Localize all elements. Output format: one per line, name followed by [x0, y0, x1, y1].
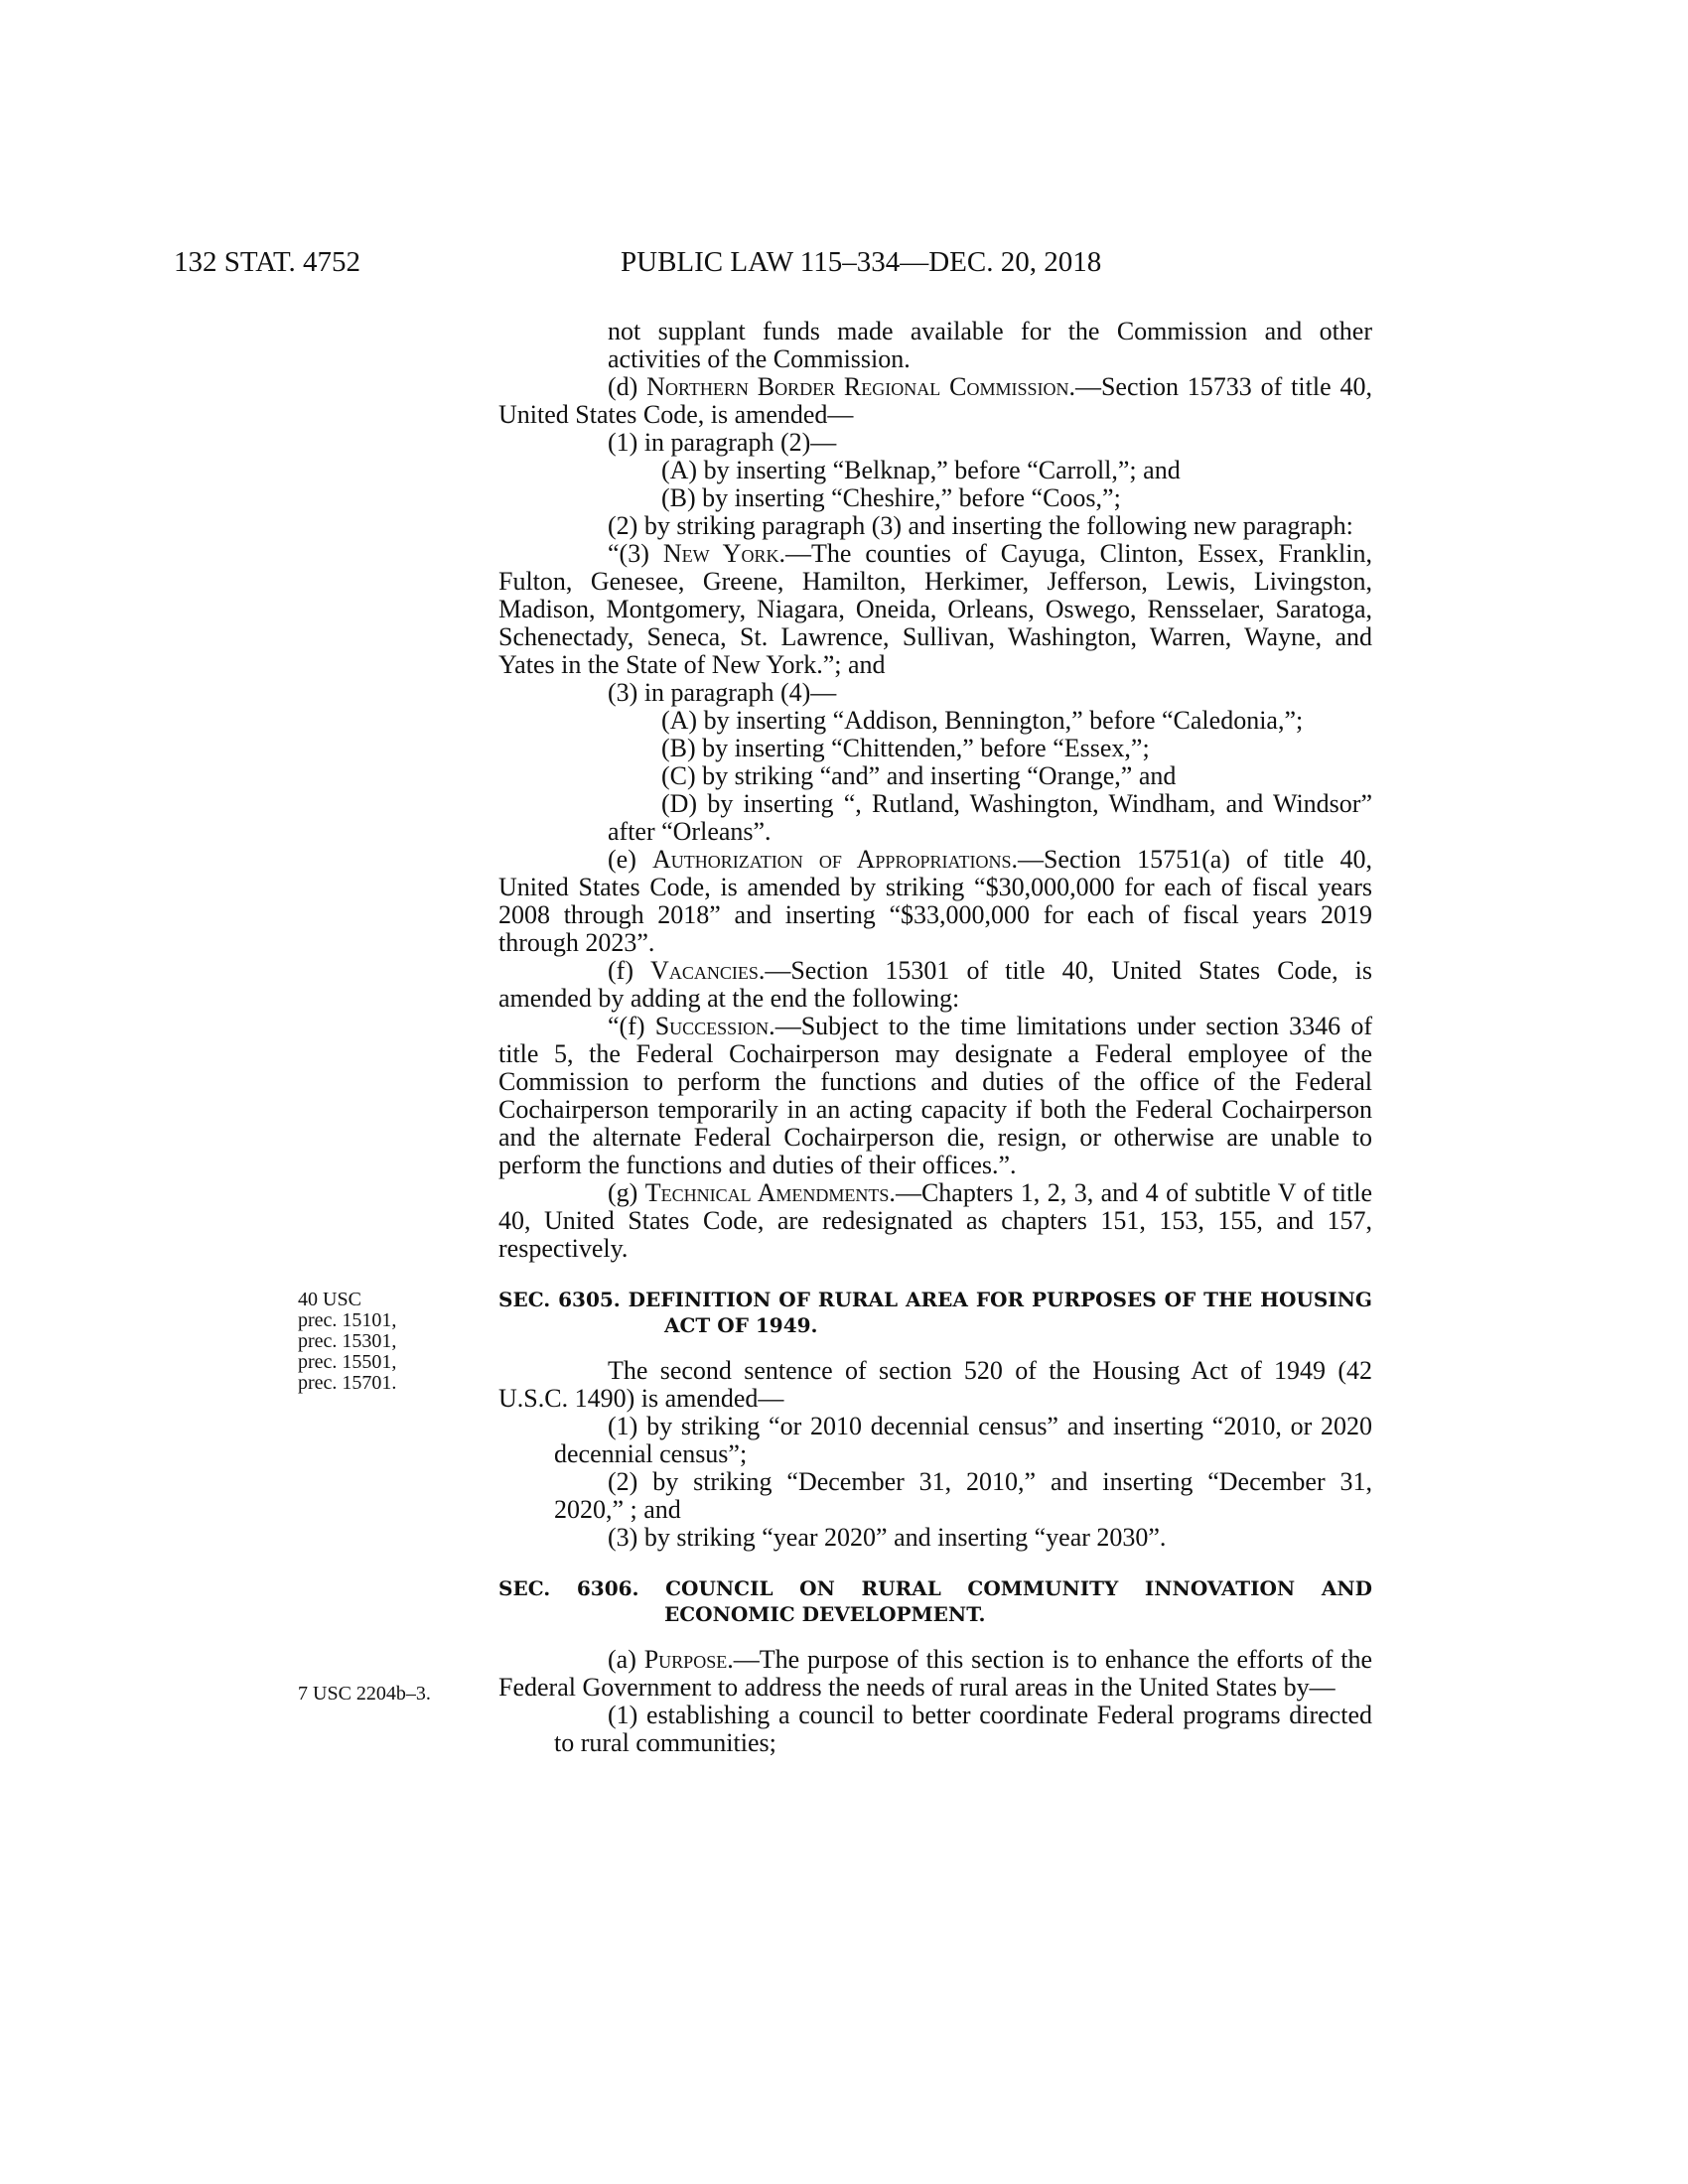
- subsection-f-heading: Vacancies.: [650, 956, 766, 985]
- statute-page-number: 132 STAT. 4752: [174, 246, 361, 278]
- subparagraph-d3a: (A) by inserting “Addison, Bennington,” before “Caledonia,”;: [661, 706, 1304, 735]
- paragraph-d3: (3) in paragraph (4)—: [608, 678, 837, 707]
- paragraph-d1: (1) in paragraph (2)—: [608, 428, 837, 457]
- paragraph-d2: (2) by striking paragraph (3) and inserting the following new paragraph:: [608, 511, 1353, 540]
- subparagraph-d3b: (B) by inserting “Chittenden,” before “Essex,”;: [661, 734, 1150, 762]
- document-body: [498, 318, 1372, 1757]
- margin-note-line: prec. 15501,: [298, 1351, 397, 1373]
- margin-note-line: prec. 15701.: [298, 1372, 397, 1394]
- purpose-heading: Purpose.: [643, 1645, 734, 1674]
- subsection-d: (d) Northern Border Regional Commission.—Section 15733 of title 40, United States Code, is amended—: [498, 372, 1372, 429]
- subparagraph-d1a: (A) by inserting “Belknap,” before “Carroll,”; and: [661, 456, 1181, 484]
- section-6305-title: SEC. 6305. DEFINITION OF RURAL AREA FOR PURPOSES OF THE HOUSING ACT OF 1949.: [498, 1288, 1372, 1337]
- subsection-e: (e) Authorization of Appropriations.—Section 15751(a) of title 40, United States Code, is amended by striking “$30,000,000 for each of fiscal years 2008 through 2018” and inserting “$33,000,000 for each of fiscal years 2019 through 2023”.: [498, 845, 1373, 957]
- quoted-paragraph-new-york: “(3) New York.—The counties of Cayuga, Clinton, Essex, Franklin, Fulton, Genesee, Greene, Hamilton, Herkimer, Jefferson, Lewis, Livingston, Madison, Montgomery, Niagara, Oneida, Orleans, Oswego, Rensselaer, Saratoga, Schenectady, Seneca, St. Lawrence, Sullivan, Washington, Warren, Wayne, and Yates in the State of New York.”; and: [498, 539, 1372, 679]
- section-6305-paragraph-3: (3) by striking “year 2020” and inserting “year 2030”.: [608, 1523, 1167, 1552]
- section-6306-paragraph-1: (1) establishing a council to better coordinate Federal programs directed to rural communities;: [554, 1701, 1372, 1757]
- subparagraph-d1b: (B) by inserting “Cheshire,” before “Coos,”;: [661, 483, 1121, 512]
- subsection-g: (g) Technical Amendments.—Chapters 1, 2, 3, and 4 of subtitle V of title 40, United States Code, are redesignated as chapters 151, 153, 155, and 157, respectively.: [498, 1178, 1372, 1263]
- section-6305-paragraph-1: (1) by striking “or 2010 decennial census” and inserting “2010, or 2020 decennial census”;: [554, 1412, 1372, 1468]
- subsection-g-heading: Technical Amendments.: [644, 1178, 896, 1207]
- margin-note-line: 40 USC: [298, 1289, 361, 1310]
- continuation-paragraph: not supplant funds made available for the Commission and other activities of the Commission.: [608, 317, 1372, 373]
- section-6306-subsection-a: (a) Purpose.—The purpose of this section is to enhance the efforts of the Federal Government to address the needs of rural areas in the United States by—: [498, 1645, 1373, 1702]
- margin-note-line: prec. 15301,: [298, 1330, 397, 1352]
- new-york-heading: New York.: [662, 539, 785, 568]
- section-6305-intro: The second sentence of section 520 of the Housing Act of 1949 (42 U.S.C. 1490) is amended—: [498, 1356, 1372, 1413]
- subsection-d-heading: Northern Border Regional Commission.: [646, 372, 1075, 401]
- margin-note-7-usc: 7 USC 2204b–3.: [298, 1683, 431, 1705]
- subsection-e-heading: Authorization of Appropriations.: [652, 845, 1018, 874]
- margin-note-40-usc: [298, 1290, 396, 1394]
- section-6305-paragraph-2: (2) by striking “December 31, 2010,” and inserting “December 31, 2020,” ; and: [554, 1467, 1372, 1524]
- subsection-f: (f) Vacancies.—Section 15301 of title 40, United States Code, is amended by adding at the end the following:: [498, 956, 1372, 1013]
- subparagraph-d3c: (C) by striking “and” and inserting “Orange,” and: [661, 761, 1177, 790]
- subparagraph-d3d: (D) by inserting “, Rutland, Washington, Windham, and Windsor” after “Orleans”.: [608, 789, 1372, 846]
- succession-heading: Succession.: [654, 1012, 775, 1040]
- margin-note-line: prec. 15101,: [298, 1309, 397, 1331]
- public-law-header: PUBLIC LAW 115–334—DEC. 20, 2018: [621, 246, 1102, 278]
- section-6306-title: SEC. 6306. COUNCIL ON RURAL COMMUNITY INNOVATION AND ECONOMIC DEVELOPMENT.: [498, 1576, 1372, 1626]
- quoted-subsection-succession: “(f) Succession.—Subject to the time limitations under section 3346 of title 5, the Federal Cochairperson may designate a Federal employee of the Commission to perform the functions and duties of the office of the Federal Cochairperson temporarily in an acting capacity if both the Federal Cochairperson and the alternate Federal Cochairperson die, resign, or otherwise are unable to perform the functions and duties of their offices.”.: [498, 1012, 1373, 1179]
